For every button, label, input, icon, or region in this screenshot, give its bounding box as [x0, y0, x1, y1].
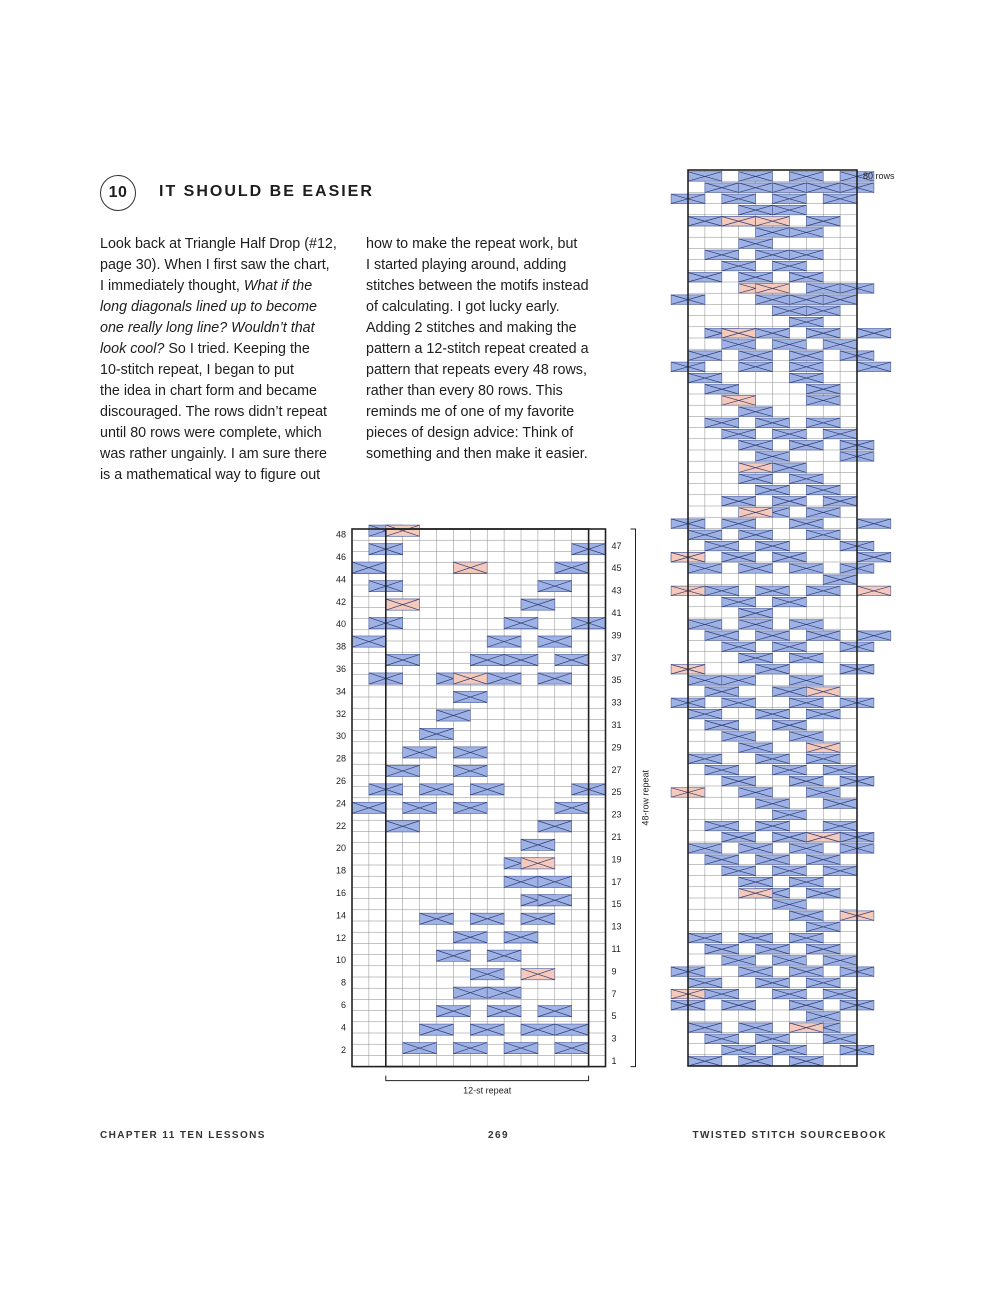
chart48-row-number: 11 — [611, 944, 621, 954]
chart80-label: 80 rows — [863, 171, 895, 181]
chart48-row-number: 34 — [335, 686, 346, 697]
body-line: I immediately thought, What if the — [100, 278, 313, 294]
footer-book-title: TWISTED STITCH SOURCEBOOK — [692, 1130, 887, 1141]
chart48-row-number: 20 — [335, 843, 346, 854]
chart48-row-number: 10 — [335, 955, 346, 966]
body-line: I started playing around, adding — [366, 257, 567, 273]
chart48-row-number: 39 — [611, 630, 622, 641]
chart48-row-number: 12 — [335, 932, 346, 943]
chart48-row-number: 23 — [611, 809, 622, 820]
body-line: how to make the repeat work, but — [366, 236, 578, 252]
body-line: of calculating. I got lucky early. — [366, 299, 560, 315]
body-line: 10-stitch repeat, I began to put — [100, 362, 294, 378]
chart48-row-number: 36 — [335, 664, 346, 674]
chart48-row-number: 2 — [340, 1044, 346, 1055]
body-line: until 80 rows were complete, which — [100, 425, 322, 441]
chart48-row-number: 8 — [340, 977, 346, 988]
body-line: Adding 2 stitches and making the — [366, 320, 577, 336]
section-number-badge: 10 — [100, 175, 136, 211]
chart48-row-number: 1 — [611, 1056, 617, 1066]
chart48-row-number: 4 — [340, 1022, 346, 1033]
chart48-row-number: 38 — [335, 641, 346, 652]
body-line: Look back at Triangle Half Drop (#12, — [100, 236, 337, 252]
chart48-row-number: 14 — [335, 910, 346, 921]
chart48-row-number: 9 — [611, 966, 617, 977]
chart48-row-number: 17 — [611, 876, 622, 887]
chart48-row-number: 19 — [611, 854, 622, 865]
chart48-row-number: 48 — [335, 529, 346, 540]
chart48-row-number: 25 — [611, 787, 622, 798]
chart48-row-number: 35 — [611, 675, 622, 686]
body-line: is a mathematical way to figure out — [100, 467, 321, 483]
chart48-row-number: 7 — [611, 988, 617, 999]
stitch-repeat-bracket — [386, 1076, 589, 1081]
footer-page-number: 269 — [488, 1130, 509, 1141]
chart48-row-number: 6 — [340, 1000, 346, 1010]
body-line: discouraged. The rows didn’t repeat — [100, 404, 328, 420]
footer-chapter: CHAPTER 11 TEN LESSONS — [100, 1130, 266, 1141]
chart48-row-number: 13 — [611, 921, 622, 932]
chart48-row-number: 30 — [335, 731, 346, 742]
body-line: one really long line? Wouldn’t that — [100, 320, 315, 336]
section-title: IT SHOULD BE EASIER — [159, 183, 374, 200]
chart48-row-number: 24 — [335, 798, 346, 809]
chart48-row-number: 15 — [611, 899, 622, 910]
body-line: pattern that repeats every 48 rows, — [366, 362, 587, 378]
body-line: pattern a 12-stitch repeat created a — [366, 341, 589, 357]
chart48-row-number: 37 — [611, 652, 622, 663]
body-line: was rather ungainly. I am sure there — [100, 446, 328, 462]
body-line: long diagonals lined up to become — [100, 299, 317, 315]
chart48-row-number: 29 — [611, 742, 622, 753]
body-line: stitches between the motifs instead — [366, 278, 589, 294]
row-repeat-bracket — [631, 529, 636, 1067]
body-line: the idea in chart form and became — [100, 383, 317, 399]
body-line: reminds me of one of my favorite — [366, 404, 575, 420]
chart48-row-number: 47 — [611, 540, 622, 551]
chart48-row-number: 45 — [611, 563, 622, 574]
chart48-row-number: 3 — [611, 1033, 617, 1044]
chart48-row-number: 16 — [335, 888, 346, 898]
chart48-row-number: 27 — [611, 764, 622, 775]
chart48-row-number: 46 — [335, 552, 346, 562]
chart48-row-number: 40 — [335, 619, 346, 630]
chart48-row-number: 22 — [335, 820, 346, 831]
chart48-row-number: 42 — [335, 596, 346, 607]
body-line: something and then make it easier. — [366, 446, 588, 462]
chart48-row-number: 33 — [611, 697, 622, 708]
row-repeat-label: 48-row repeat — [640, 770, 651, 826]
chart48-row-number: 41 — [611, 608, 622, 618]
body-line: look cool? So I tried. Keeping the — [100, 341, 310, 357]
chart48-row-number: 44 — [335, 574, 346, 585]
chart48-row-number: 28 — [335, 753, 346, 764]
chart48-row-number: 32 — [335, 708, 346, 719]
chart48-row-number: 43 — [611, 585, 622, 596]
chart48-row-number: 31 — [611, 720, 622, 730]
chart48-row-number: 18 — [335, 865, 346, 876]
chart48-row-number: 21 — [611, 832, 622, 842]
chart48-row-number: 5 — [611, 1011, 617, 1022]
body-line: pieces of design advice: Think of — [366, 425, 574, 441]
body-line: rather than every 80 rows. This — [366, 383, 563, 399]
chart48-row-number: 26 — [335, 776, 346, 786]
stitch-repeat-label: 12-st repeat — [463, 1085, 512, 1096]
body-line: page 30). When I first saw the chart, — [100, 257, 330, 273]
